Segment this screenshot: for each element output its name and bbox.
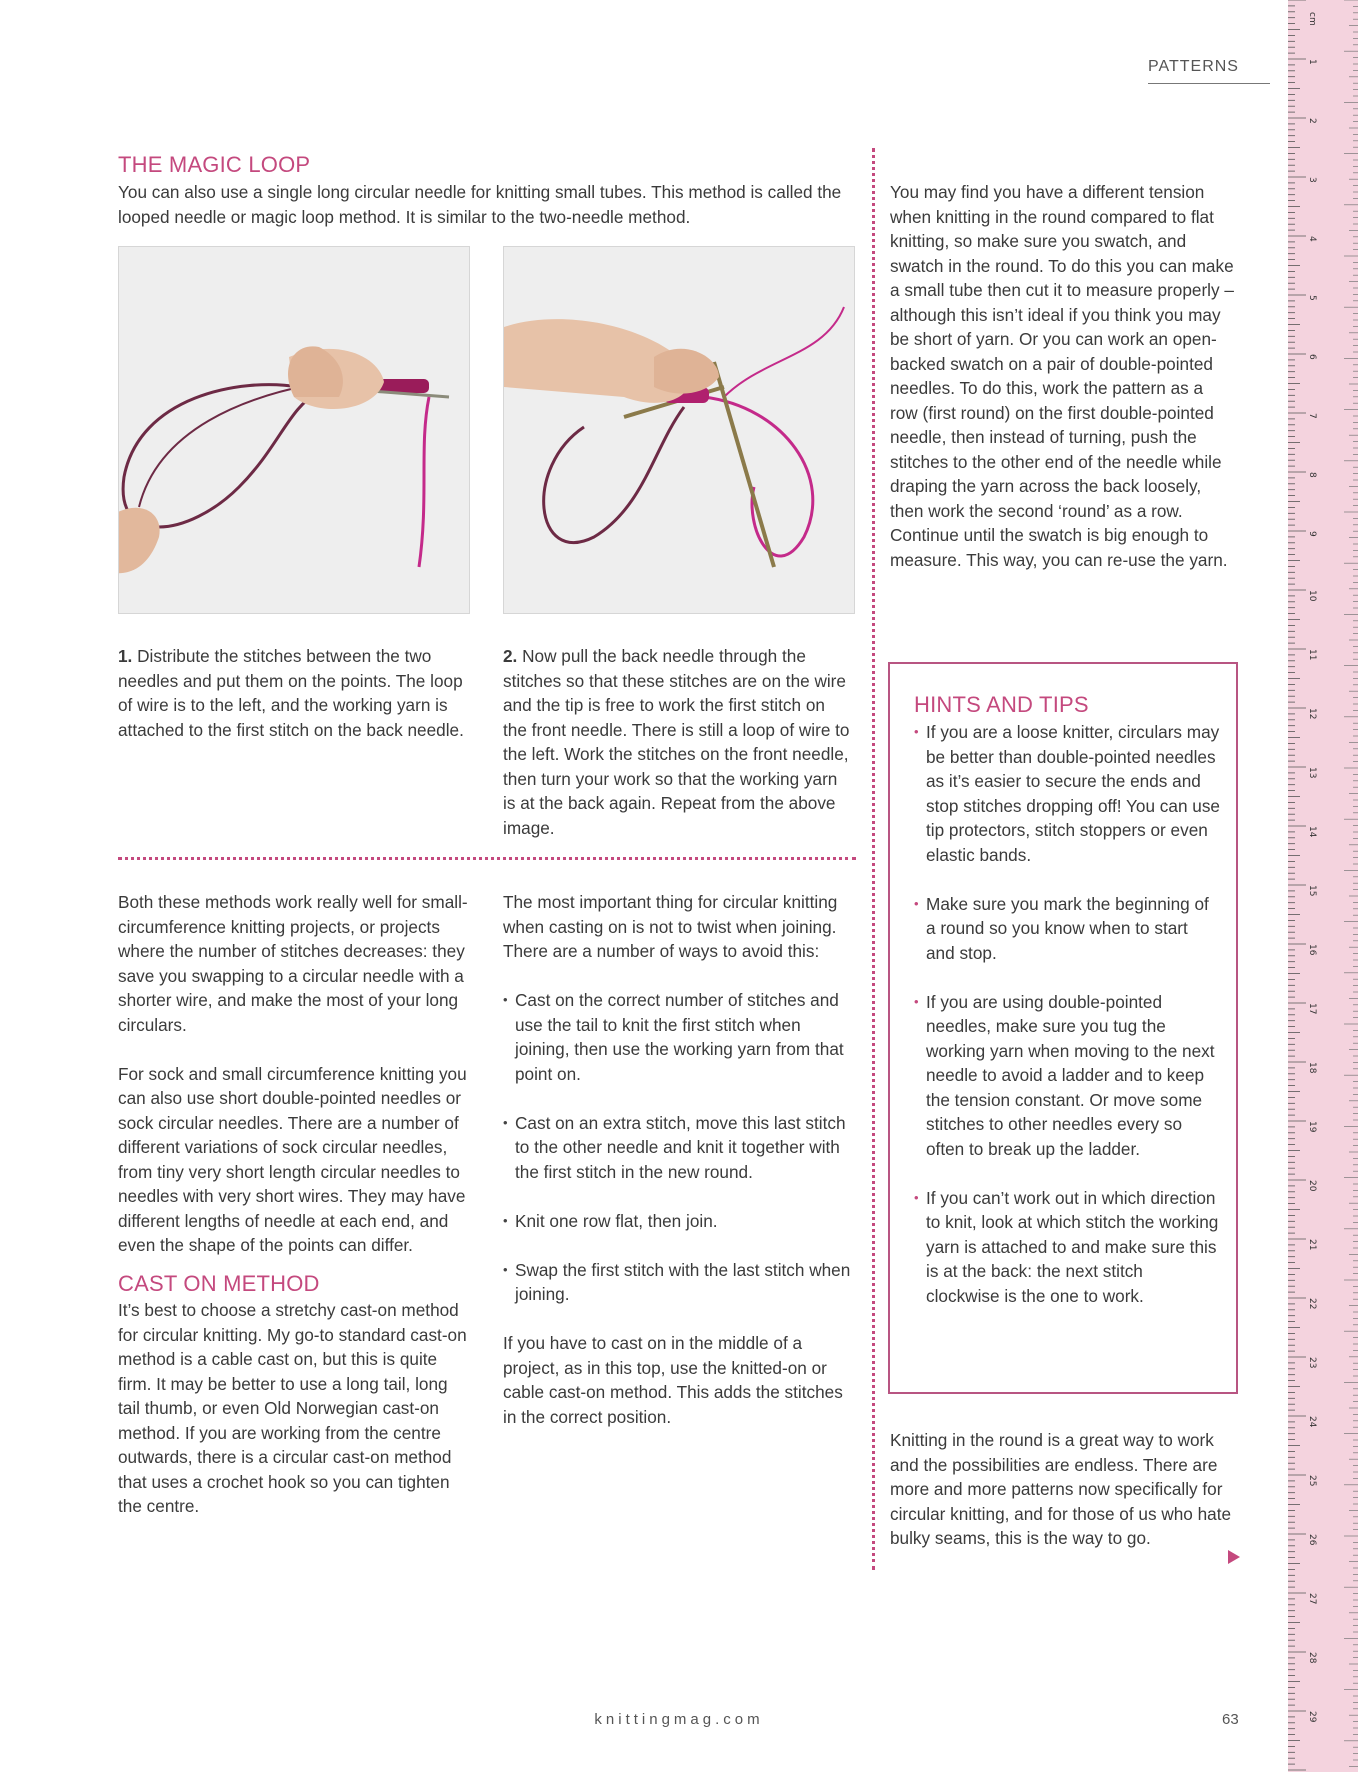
left-column — [118, 890, 468, 1519]
list-item-text: Knit one row flat, then join. — [515, 1210, 718, 1231]
measuring-ruler — [1288, 0, 1358, 1772]
ruler-cm-label: 12 — [1307, 708, 1317, 720]
ruler-cm-label: 22 — [1307, 1298, 1317, 1310]
cast-on-paragraph: It’s best to choose a stretchy cast-on method for circular knitting. My go-to standard cast-on method is a cable cast on, but this is quite firm. It may be better to use a long tail, long tail thumb, or even Old Norwegian cast-on method. If you are working from the centre outwards, there is a circular cast-on method that uses a crochet hook so you can tighten the centre. — [118, 1300, 467, 1516]
magic-loop-intro: You can also use a single long circular needle for knitting small tubes. This method is called the looped needle or magic loop method. It is similar to the two-needle method. — [118, 182, 842, 227]
middle-cast-on-paragraph: If you have to cast on in the middle of a project, as in this top, use the knitted-on or cable cast-on method. This adds the stitches in the correct position. — [503, 1333, 843, 1427]
twist-avoidance-list — [503, 988, 853, 1307]
ruler-cm-label: 5 — [1307, 295, 1317, 301]
bullet-dot-icon: • — [914, 895, 919, 911]
step-2-text: Now pull the back needle through the stitches so that these stitches are on the wire and the tip is free to work the first stitch on the front needle. There is still a loop of wire to the left. Work the stitches on the front needle, then turn your work so that the working yarn is at the back again. Repeat from the above image. — [503, 646, 850, 838]
bullet-dot-icon: • — [503, 1114, 508, 1130]
hints-list — [914, 720, 1220, 1333]
step-2-photo — [503, 246, 855, 614]
ruler-unit-label: cm — [1307, 12, 1317, 26]
list-item — [914, 1186, 1220, 1309]
list-item — [503, 988, 853, 1086]
ruler-cm-label: 18 — [1307, 1062, 1317, 1074]
ruler-cm-label: 14 — [1307, 826, 1317, 838]
bullet-dot-icon: • — [503, 1212, 508, 1228]
horizontal-dotted-divider — [118, 857, 856, 860]
ruler-cm-label: 1 — [1307, 59, 1317, 65]
ruler-cm-label: 17 — [1307, 1003, 1317, 1015]
ruler-cm-label: 3 — [1307, 177, 1317, 183]
ruler-cm-label: 15 — [1307, 885, 1317, 897]
step-1-caption — [118, 644, 468, 742]
list-item-text: Make sure you mark the beginning of a round so you know when to start and stop. — [926, 893, 1209, 963]
ruler-cm-label: 23 — [1307, 1357, 1317, 1369]
bullet-dot-icon: • — [914, 1189, 919, 1205]
list-item-text: Cast on the correct number of stitches and use the tail to knit the first stitch when joining, then use the working yarn from that point on. — [515, 990, 844, 1084]
list-item — [914, 892, 1220, 966]
ruler-cm-label: 16 — [1307, 944, 1317, 956]
list-item — [914, 720, 1220, 867]
list-item-text: Swap the first stitch with the last stitch when joining. — [515, 1259, 851, 1304]
bullet-dot-icon: • — [914, 724, 919, 739]
ruler-cm-label: 2 — [1307, 118, 1317, 124]
tension-paragraph: You may find you have a different tension when knitting in the round compared to flat knitting, so make sure you swatch, and swatch in the round. To do this you can make a small tube then cut it to measure properly – although this isn’t ideal if you think you may be short of yarn. Or you can work an open-backed swatch on a pair of double-pointed needles. To do this, work the pattern as a row (first round) on the first double-pointed needle, then instead of turning, push the stitches to the other end of the needle while draping the yarn across the back loosely, then work the second ‘round’ as a row. Continue until the swatch is big enough to measure. This way, you can re-use the yarn. — [890, 182, 1234, 570]
step-2-caption — [503, 644, 853, 840]
ruler-cm-label: 13 — [1307, 767, 1317, 779]
ruler-cm-label: 27 — [1307, 1593, 1317, 1605]
list-item — [503, 1209, 853, 1234]
list-item-text: If you are using double-pointed needles, make sure you tug the working yarn when moving to the next needle to avoid a ladder and to keep the tension constant. Or move some stitches to other needles every so often to break up the ladder. — [926, 991, 1215, 1159]
sock-knitting-paragraph: For sock and small circumference knitting you can also use short double-pointed needles or sock circular needles. There are a number of different variations of sock circular needles, from tiny very short length circular needles to needles with very short wires. They may have different lengths of needle at each end, and even the shape of the points can differ. — [118, 1063, 467, 1255]
hints-title: HINTS AND TIPS — [914, 692, 1089, 717]
ruler-cm-label: 10 — [1307, 590, 1317, 602]
cast-on-title: CAST ON METHOD — [118, 1270, 320, 1296]
ruler-cm-label: 6 — [1307, 354, 1317, 360]
step-2-number: 2. — [503, 646, 518, 666]
list-item — [503, 1258, 853, 1307]
list-item-text: If you can’t work out in which direction to knit, look at which stitch the working yarn is attached to and make sure this is at the back: the next stitch clockwise is the one to work. — [926, 1187, 1219, 1306]
ruler-cm-label: 7 — [1307, 413, 1317, 419]
ruler-cm-label: 25 — [1307, 1475, 1317, 1487]
bullet-dot-icon: • — [914, 993, 919, 1009]
bullet-dot-icon: • — [503, 1261, 508, 1277]
page-number: 63 — [1222, 1711, 1239, 1728]
step-1-photo — [118, 246, 470, 614]
list-item — [503, 1111, 853, 1185]
step-1-text: Distribute the stitches between the two needles and put them on the points. The loop of wire is to the left, and the working yarn is attached to the first stitch on the back needle. — [118, 646, 464, 740]
section-rule — [1148, 83, 1270, 84]
ruler-cm-label: 11 — [1307, 649, 1317, 661]
ruler-cm-label: 19 — [1307, 1121, 1317, 1133]
list-item-text: If you are a loose knitter, circulars may be better than double-pointed needles as it’s easier to secure the ends and stop stitches dropping off! You can use tip protectors, stitch stoppers or even elastic bands. — [926, 722, 1220, 865]
list-item — [914, 990, 1220, 1162]
ruler-cm-label: 4 — [1307, 236, 1317, 242]
ruler-cm-label: 28 — [1307, 1652, 1317, 1664]
methods-paragraph: Both these methods work really well for small-circumference knitting projects, or projects where the number of stitches decreases: they save you swapping to a circular needle with a shorter wire, and make the most of your long circulars. — [118, 892, 468, 1035]
ruler-cm-label: 29 — [1307, 1711, 1317, 1723]
closing-paragraph: Knitting in the round is a great way to work and the possibilities are endless. There are more and more patterns now specifically for circular knitting, and for those of us who hate bulky seams, this is the way to go. — [890, 1430, 1232, 1548]
section-label: PATTERNS — [1148, 58, 1239, 75]
ruler-cm-label: 24 — [1307, 1416, 1317, 1428]
ruler-cm-label: 20 — [1307, 1180, 1317, 1192]
continue-arrow-icon — [1228, 1550, 1240, 1564]
middle-column — [503, 890, 853, 1429]
ruler-cm-label: 21 — [1307, 1239, 1317, 1251]
magic-loop-title: THE MAGIC LOOP — [118, 152, 311, 177]
footer-website: knittingmag.com — [594, 1711, 764, 1728]
bullet-dot-icon: • — [503, 992, 508, 1007]
ruler-cm-label: 9 — [1307, 531, 1317, 537]
ruler-cm-label: 8 — [1307, 472, 1317, 478]
step-1-number: 1. — [118, 646, 133, 666]
hints-and-tips-box — [888, 662, 1238, 1394]
list-item-text: Cast on an extra stitch, move this last stitch to the other needle and knit it together with the first stitch in the new round. — [515, 1112, 846, 1182]
casting-on-intro: The most important thing for circular knitting when casting on is not to twist when joining. There are a number of ways to avoid this: — [503, 892, 838, 961]
vertical-dotted-divider — [872, 148, 875, 1570]
ruler-cm-label: 26 — [1307, 1534, 1317, 1546]
